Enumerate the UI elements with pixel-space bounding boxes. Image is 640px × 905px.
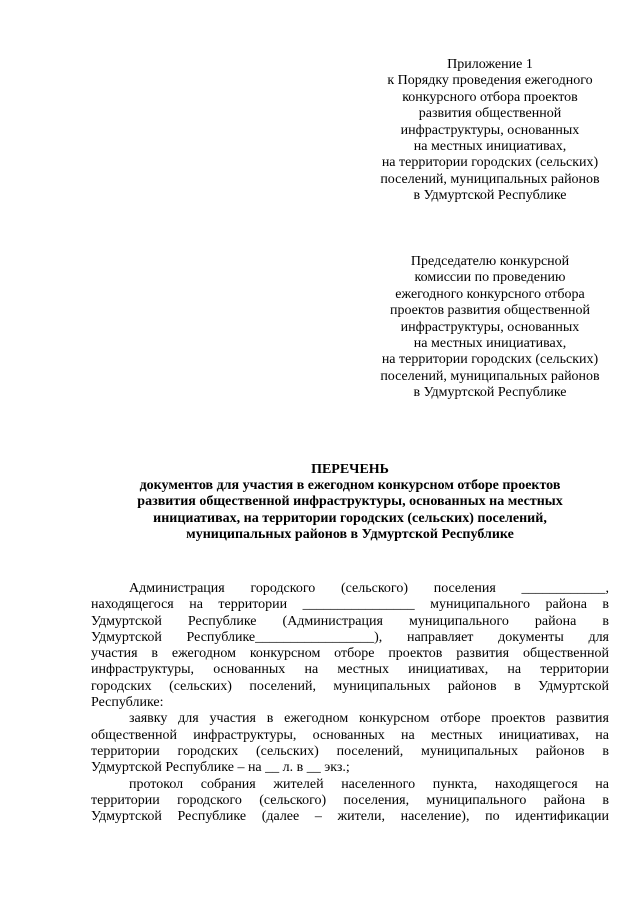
- title-line: документов для участия в ежегодном конкурсном отборе проектов: [139, 478, 561, 494]
- title-line: развития общественной инфраструктуры, основанных на местных: [137, 494, 563, 510]
- document-body: [91, 581, 609, 825]
- addressee-line: проектов развития общественной: [390, 303, 590, 319]
- appendix-line: развития общественной: [418, 106, 562, 122]
- body-line: Удмуртской Республике (далее – жители, население), по идентификации: [91, 809, 609, 825]
- addressee-line: на местных инициативах,: [413, 336, 567, 352]
- appendix-line: к Порядку проведения ежегодного: [387, 73, 593, 89]
- body-line: Удмуртской Республике_________________), направляет документы для: [91, 629, 609, 645]
- title-line: муниципальных районов в Удмуртской Республике: [186, 526, 514, 542]
- body-line: заявку для участия в ежегодном конкурсном отборе проектов развития: [129, 711, 609, 727]
- addressee-line: в Удмуртской Республике: [413, 385, 567, 401]
- body-line: протокол собрания жителей населенного пункта, находящегося на: [129, 776, 609, 792]
- body-line: общественной инфраструктуры, основанных на местных инициативах, на: [91, 727, 609, 743]
- body-line: Республике:: [91, 695, 164, 711]
- body-line: Администрация городского (сельского) поселения ____________,: [129, 581, 609, 596]
- appendix-line: Приложение 1: [447, 57, 533, 72]
- appendix-line: в Удмуртской Республике: [413, 188, 567, 204]
- appendix-header: [350, 57, 630, 205]
- addressee-line: инфраструктуры, основанных: [400, 319, 580, 335]
- appendix-line: на местных инициативах,: [413, 139, 567, 155]
- appendix-line: конкурсного отбора проектов: [402, 89, 578, 105]
- addressee-block: [350, 254, 630, 402]
- body-line: территории городских (сельских) поселений, муниципальных районов в: [91, 743, 609, 759]
- title-line: инициативах, на территории городских (сельских) поселений,: [153, 510, 547, 526]
- addressee-line: ежегодного конкурсного отбора: [395, 286, 585, 302]
- body-line: Удмуртской Республике – на __ л. в __ экз.;: [91, 760, 350, 776]
- addressee-line: поселений, муниципальных районов: [380, 368, 600, 384]
- title-heading: ПЕРЕЧЕНЬ: [311, 462, 389, 477]
- body-line: территории городского (сельского) поселения, муниципального района в: [91, 792, 609, 808]
- appendix-line: инфраструктуры, основанных: [400, 122, 580, 138]
- addressee-line: Председателю конкурсной: [410, 254, 570, 269]
- body-line: городских (сельских) поселений, муниципальных районов в Удмуртской: [91, 678, 609, 694]
- body-line: находящегося на территории ________________ муниципального района в: [91, 597, 609, 613]
- addressee-line: на территории городских (сельских): [381, 352, 599, 368]
- addressee-line: комиссии по проведению: [414, 270, 566, 286]
- appendix-line: поселений, муниципальных районов: [380, 171, 600, 187]
- appendix-line: на территории городских (сельских): [381, 155, 599, 171]
- body-line: инфраструктуры, основанных на местных инициативах, на территории: [91, 662, 609, 678]
- body-line: Удмуртской Республике (Администрация муниципального района в: [91, 613, 609, 629]
- body-line: участия в ежегодном конкурсном отборе проектов развития общественной: [91, 646, 609, 662]
- document-title: [60, 462, 640, 543]
